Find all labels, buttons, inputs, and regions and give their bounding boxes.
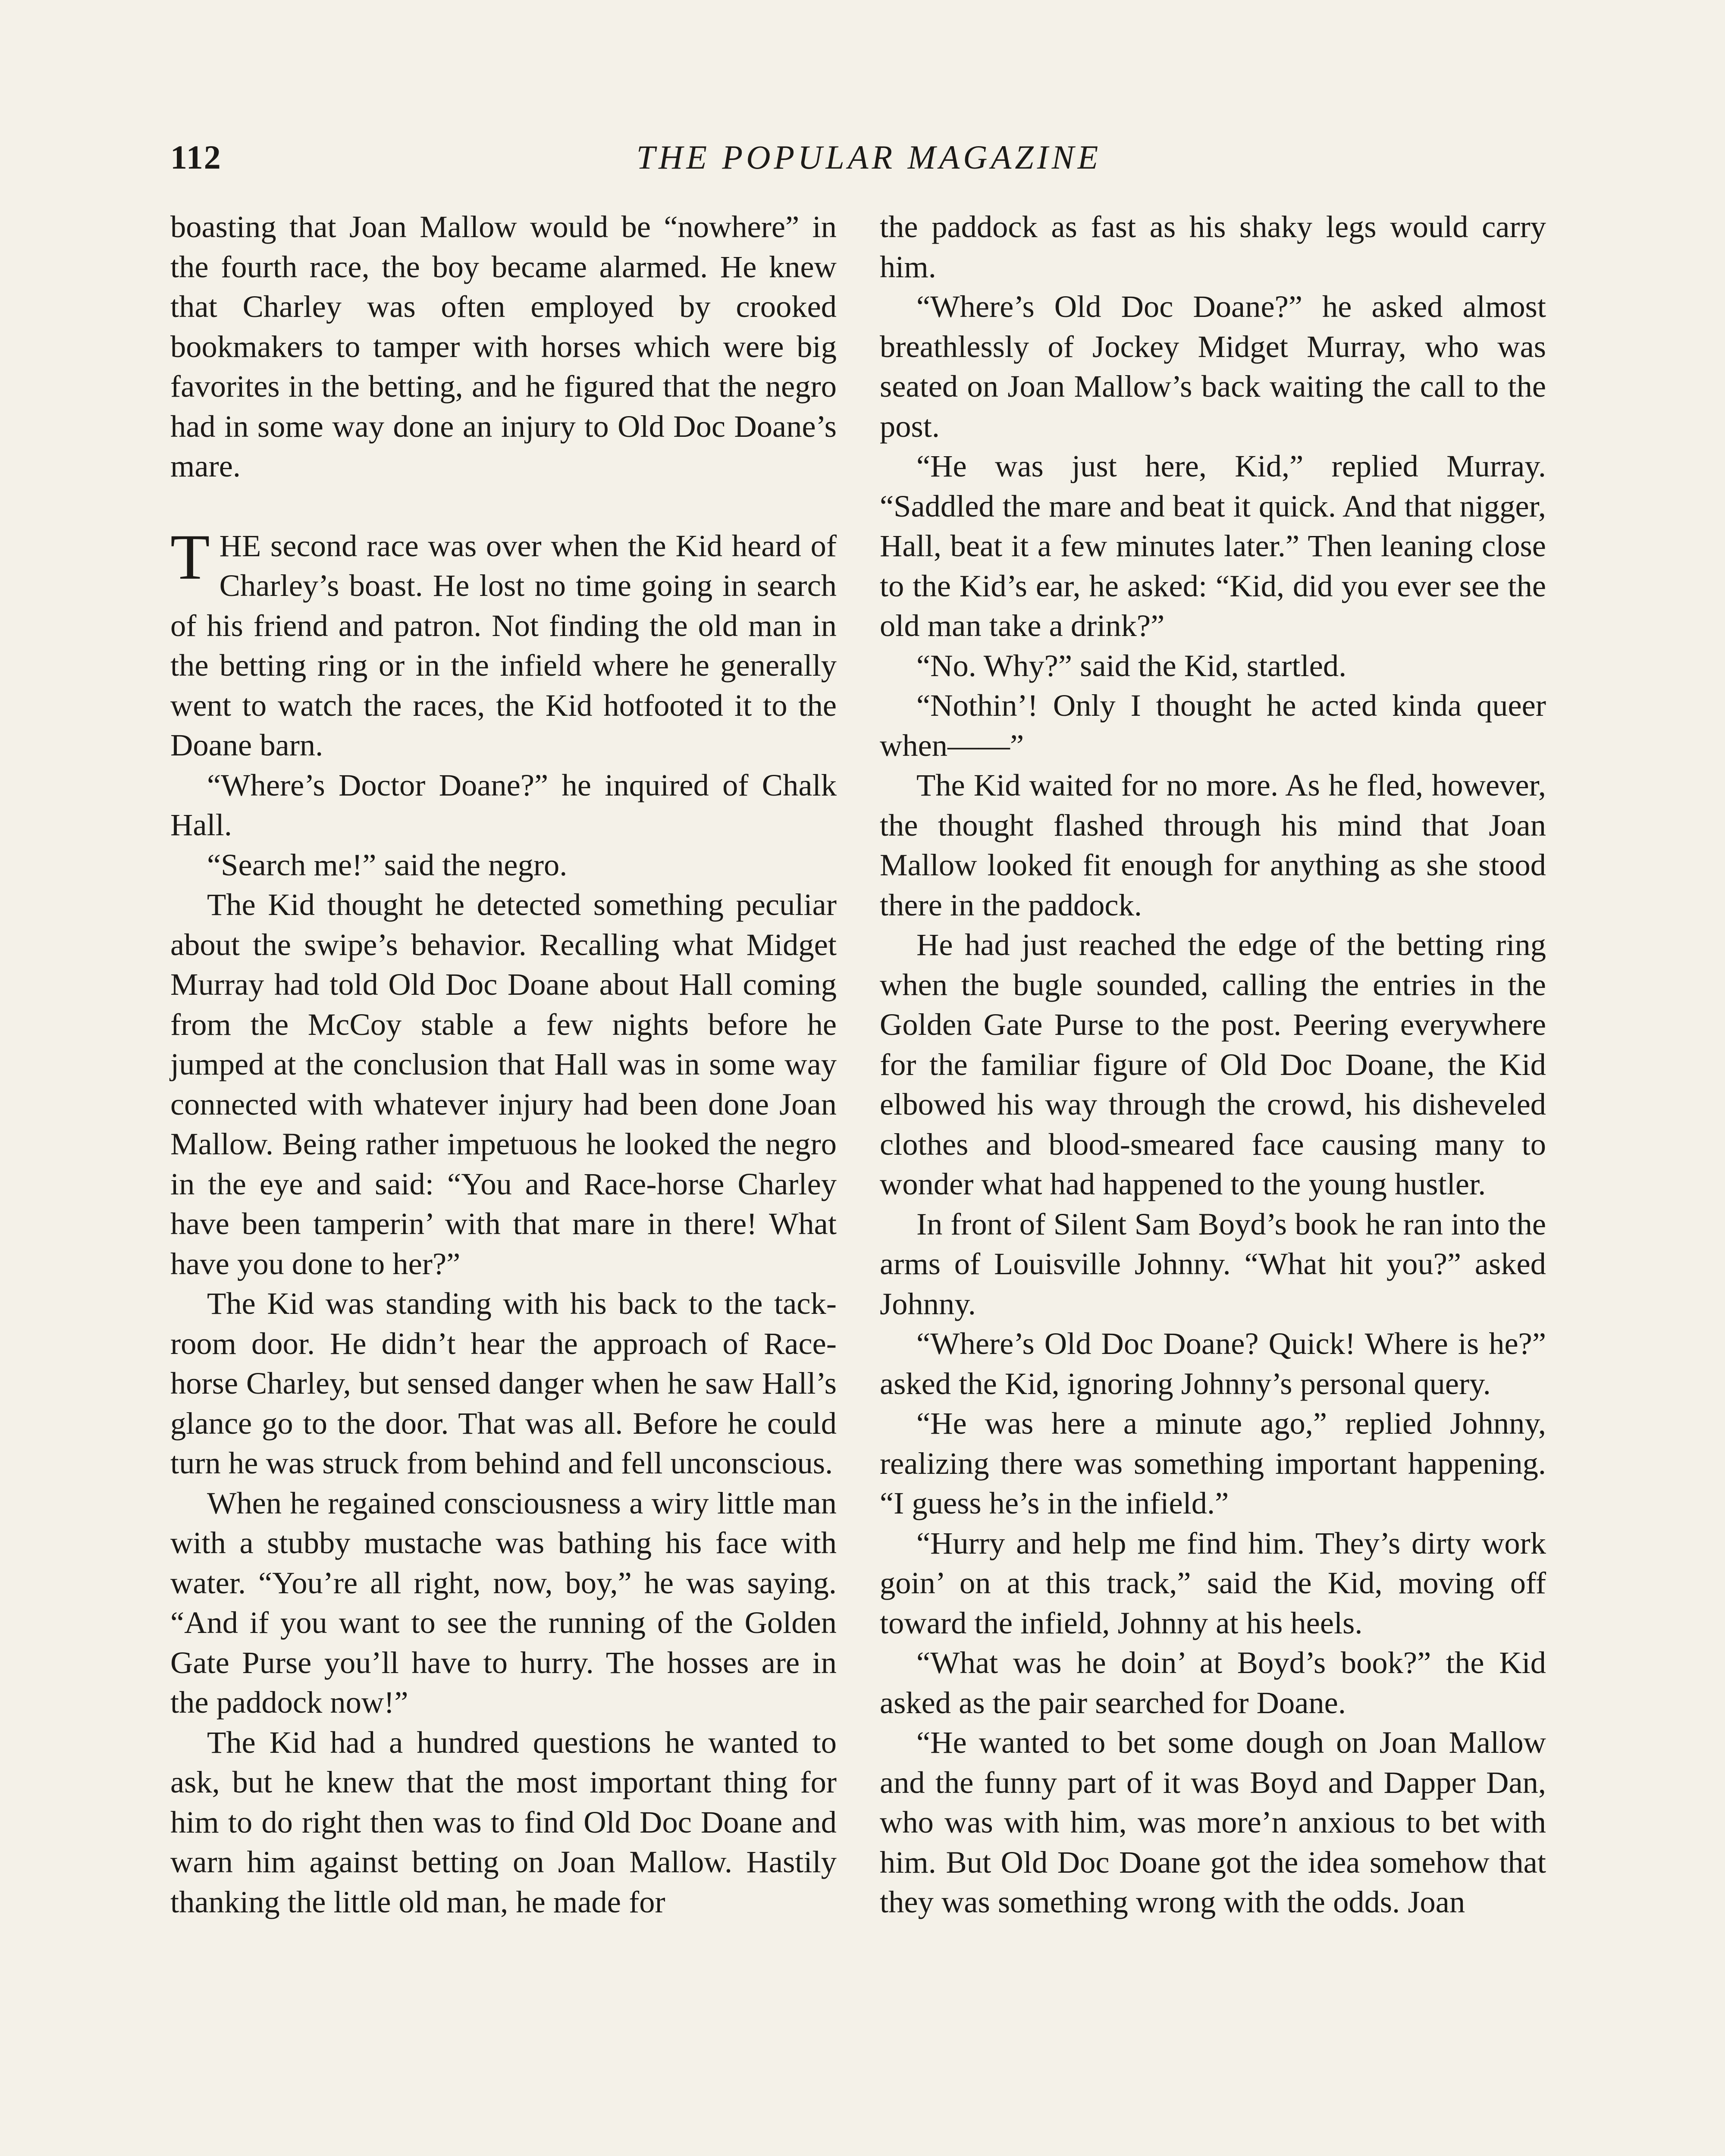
paragraph: the paddock as fast as his shaky legs would carry him. — [880, 209, 1546, 284]
section-opening-paragraph — [170, 521, 837, 765]
paragraph: In front of Silent Sam Boyd’s book he ran into the arms of Louisville Johnny. “What hit you?” asked Johnny. — [880, 1206, 1546, 1321]
paragraph-text: HE second race was over when the Kid heard of Charley’s boast. He lost no time going in search of his friend and patron. Not finding the old man in the betting ring or in the infield where he generally went to watch the races, the Kid hotfooted it to the Doane barn. — [170, 528, 837, 762]
paragraph: When he regained consciousness a wiry little man with a stubby mustache was bathing his face with water. “You’re all right, now, boy,” he was saying. “And if you want to see the running of the Golden Gate Purse you’ll have to hurry. The hosses are in the paddock now!” — [170, 1485, 837, 1720]
paragraph: “What was he doin’ at Boyd’s book?” the Kid asked as the pair searched for Doane. — [880, 1645, 1546, 1720]
paragraph: “He was here a minute ago,” replied Johnny, realizing there was something important happening. “I guess he’s in the infield.” — [880, 1406, 1546, 1520]
drop-cap: T — [170, 521, 210, 593]
paragraph: The Kid waited for no more. As he fled, however, the thought flashed through his mind that Joan Mallow looked fit enough for anything as she stood there in the paddock. — [880, 768, 1546, 922]
paragraph: “Hurry and help me find him. They’s dirty work goin’ on at this track,” said the Kid, moving off toward the infield, Johnny at his heels. — [880, 1525, 1546, 1640]
running-title: THE POPULAR MAGAZINE — [636, 138, 1102, 176]
paragraph: He had just reached the edge of the betting ring when the bugle sounded, calling the entries in the Golden Gate Purse to the post. Peering everywhere for the familiar figure of Old Doc Doane, the Kid elbowed his way through the crowd, his disheveled clothes and blood-smeared face causing many to wonder what had happened to the young hustler. — [880, 927, 1546, 1201]
paragraph: The Kid thought he detected something peculiar about the swipe’s behavior. Recalling what Midget Murray had told Old Doc Doane about Hall coming from the McCoy stable a few nights before he jumped at the conclusion that Hall was in some way connected with whatever injury had been done Joan Mallow. Being rather impetuous he looked the negro in the eye and said: “You and Race-horse Charley have been tamperin’ with that mare in there! What have you done to her?” — [170, 887, 837, 1281]
paragraph: “He was just here, Kid,” replied Murray. “Saddled the mare and beat it quick. And that nigger, Hall, beat it a few minutes later.” Then leaning close to the Kid’s ear, he asked: “Kid, did you ever see the old man take a drink?” — [880, 448, 1546, 643]
page-number: 112 — [170, 138, 222, 176]
right-column — [880, 207, 1546, 1922]
paragraph: “Where’s Doctor Doane?” he inquired of Chalk Hall. — [170, 767, 837, 842]
paragraph: “Search me!” said the negro. — [207, 847, 568, 882]
paragraph: “Where’s Old Doc Doane? Quick! Where is he?” asked the Kid, ignoring Johnny’s personal query. — [880, 1326, 1546, 1401]
paragraph: boasting that Joan Mallow would be “nowhere” in the fourth race, the boy became alarmed. He knew that Charley was often employed by crooked bookmakers to tamper with horses which were big favorites in the betting, and he figured that the negro had in some way done an injury to Old Doc Doane’s mare. — [170, 209, 837, 483]
paragraph: “Where’s Old Doc Doane?” he asked almost breathlessly of Jockey Midget Murray, who was seated on Joan Mallow’s back waiting the call to the post. — [880, 289, 1546, 444]
page-header — [170, 138, 1568, 185]
paragraph: “No. Why?” said the Kid, startled. — [916, 648, 1347, 683]
paragraph: The Kid had a hundred questions he wanted to ask, but he knew that the most important thing for him to do right then was to find Old Doc Doane and warn him against betting on Joan Mallow. Hastily thanking the little old man, he made for — [170, 1724, 837, 1919]
paragraph: The Kid was standing with his back to the tack-room door. He didn’t hear the approach of Race-horse Charley, but sensed danger when he saw Hall’s glance go to the door. That was all. Before he could turn he was struck from behind and fell unconscious. — [170, 1286, 837, 1480]
paragraph: “Nothin’! Only I thought he acted kinda queer when——” — [880, 688, 1546, 763]
paragraph: “He wanted to bet some dough on Joan Mallow and the funny part of it was Boyd and Dapper Dan, who was with him, was more’n anxious to bet with him. But Old Doc Doane got the idea somehow that they was something wrong with the odds. Joan — [880, 1725, 1546, 1919]
left-column — [170, 207, 837, 1922]
